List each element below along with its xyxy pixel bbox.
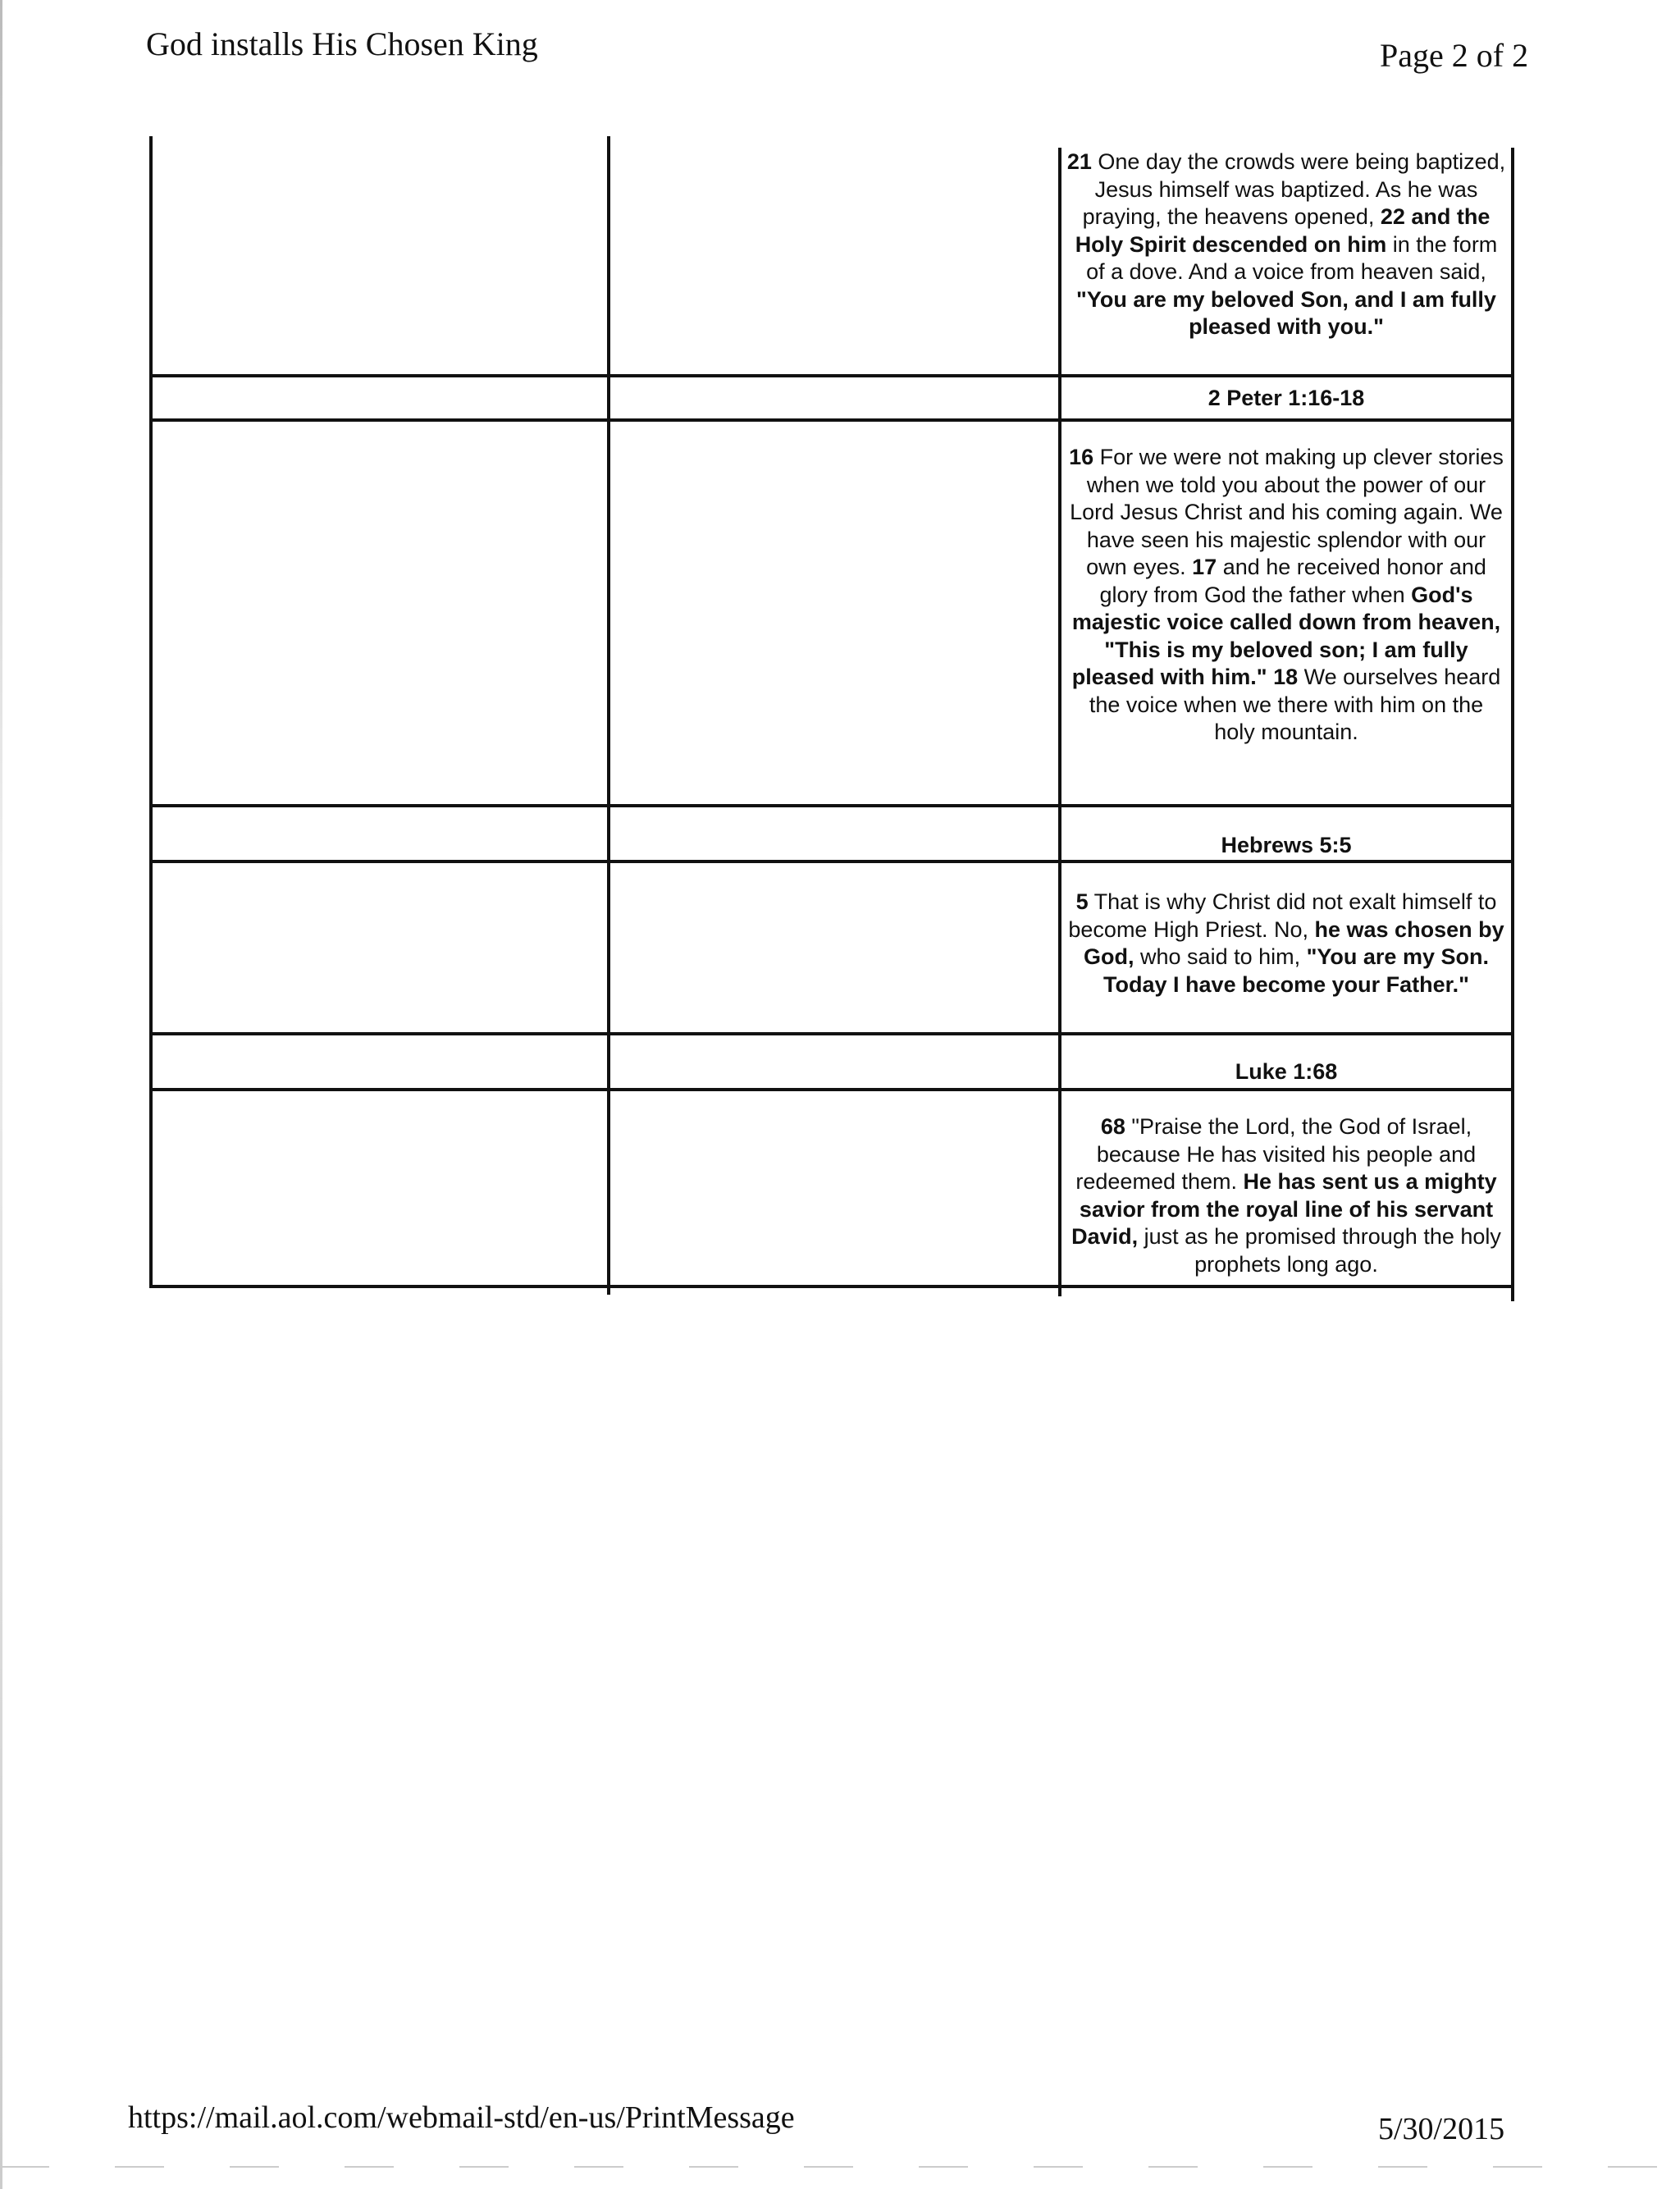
passage-text: 5 That is why Christ did not exalt himself to become High Priest. No, he was chosen by God, who said to him, "You are my Son. Today I have become your Father.": [1068, 889, 1504, 997]
row-line: [149, 418, 1514, 422]
row-line: [149, 374, 1514, 377]
row-line: [149, 1088, 1514, 1091]
passage-reference: Luke 1:68: [1235, 1059, 1338, 1084]
passage-text: 16 For we were not making up clever stories when we told you about the power of our Lord Jesus Christ and his coming again. We have seen his majestic splendor with our own eyes. 17 and he received honor and glory from God the father when God's majestic voice called down from heaven, "This is my beloved son; I am fully pleased with him." 18 We ourselves heard the voice when we there with him on the holy mountain.: [1069, 445, 1504, 744]
table-border-bottom: [149, 1285, 1514, 1288]
table-border-right: [1511, 148, 1514, 1301]
passage-reference: Hebrews 5:5: [1221, 833, 1352, 857]
table-border-left: [149, 136, 153, 1288]
passage-text: 21 One day the crowds were being baptized, Jesus himself was baptized. As he was praying, the heavens opened, 22 and the Holy Spirit descended on him in the form of a dove. And a voice from heaven said, "You are my beloved Son, and I am fully pleased with you.": [1066, 149, 1506, 339]
footer-date: 5/30/2015: [1378, 2112, 1505, 2146]
scan-edge: [0, 0, 2, 2189]
passage-text: 68 "Praise the Lord, the God of Israel, because He has visited his people and redeemed them. He has sent us a mighty savior from the royal line of his servant David, just as he promised through the holy prophets long ago.: [1071, 1114, 1501, 1277]
table-divider-col2: [1058, 148, 1061, 1296]
row-line: [149, 804, 1514, 807]
document-title: God installs His Chosen King: [146, 25, 538, 62]
table-divider-col1: [607, 136, 610, 1295]
passage-reference: 2 Peter 1:16-18: [1208, 386, 1365, 410]
page-number: Page 2 of 2: [1380, 37, 1529, 74]
footer-url: https://mail.aol.com/webmail-std/en-us/PrintMessage: [128, 2100, 795, 2135]
row-line: [149, 860, 1514, 863]
row-line: [149, 1032, 1514, 1035]
scan-edge: [0, 2166, 1680, 2168]
